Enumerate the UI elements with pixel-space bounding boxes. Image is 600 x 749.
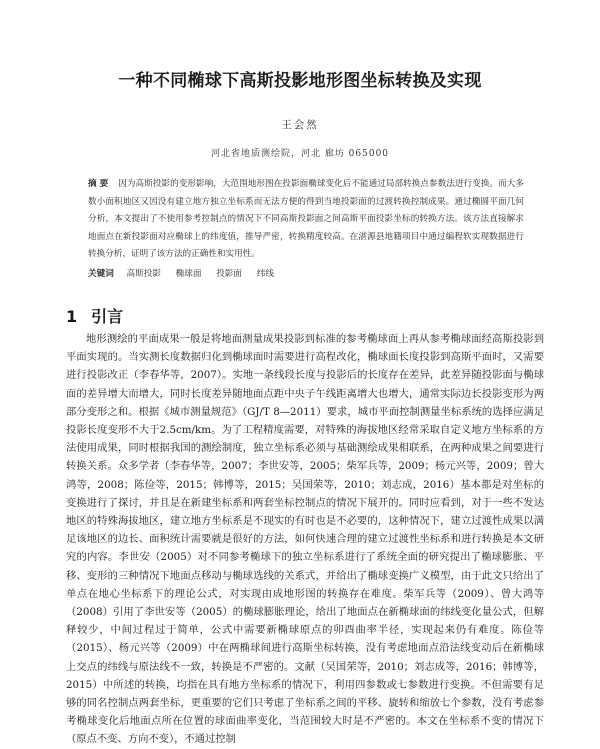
keyword-term: 椭球面	[175, 269, 202, 279]
abstract-text: 因为高斯投影的变形影响，大范围地形图在投影面椭球变化后不能通过局部转换点参数法进行变换。而大多数小面积地区又因没有建立地方独立坐标系而无法方便的得到当地投影面的过渡转换控制成果。通过椭圆平面几何分析，本文提出了不使用参考控制点的情况下不同高斯投影面之间高斯平面投影坐标的转换方法。该方法直接解求地面点在新投影面对应椭球上的纬度值，推导严密，转换精度较高。在湛源县地籍项目中通过编程软实现数据进行转换分析，证明了该方法的正确性和实用性。	[88, 179, 524, 260]
abstract	[88, 176, 524, 264]
keyword-term: 纬线	[256, 269, 274, 279]
body-paragraph: 地形测绘的平面成果一般是将地面测量成果投影到标准的参考椭球面上再从参考椭球面经高斯投影到平面实现的。当实测长度数据归化到椭球面时需要进行高程改化，椭球面长度投影到高斯平面时，又需要进行投影改正（李春华等，2007）。实地一条线段长度与投影后的长度存在差异，此差异随投影面与椭球面的差异增大而增大，同时长度差异随地面点距中央子午线距离增大也增大，通常实际边长投影变形为两部分变形之和。根据《城市测量规范》（GJ/T 8—2011）要求，城市平面控制测量坐标系统的选择应满足投影长度变形不大于2.5cm/km。为了工程精度需要，对特殊的海拔地区经常采取自定义地方坐标系的方法使用成果，同时根据我国的测绘制度，独立坐标系必须与基础测绘成果相联系，在两种成果之间要进行转换关系。众多学者（李春华等，2007；李世安等，2005；柴军兵等，2009；杨元兴等，2009；曾大鸿等，2008；陈俭等，2015；韩博等，2015；吴国荣等，2010；刘志成，2016）基本都是对坐标的变换进行了探讨，并且是在新建坐标系和两套坐标控制点的情况下展开的。同时应看到，对于一些不发达地区的特殊海拔地区，建立地方坐标系是不现实的有时也是不必要的，这种情况下，建立过渡性成果以满足该地区的边长、面积统计需要就是很好的方法，如何快速合理的建立过渡性坐标系和进行转换是本文研究的内容。李世安（2005）对不同参考椭球下的独立坐标系进行了系统全面的研究提出了椭球膨胀、平移、变形的三种情况下地面点移动与椭球选线的关系式，并给出了椭球变换广义模型，由于此文只给出了单点在地心坐标系下的理论公式，对实现由成地形图的转换存在难度。柴军兵等（2009）、曾大鸿等（2008）引用了李世安等（2005）的椭球膨胀理论，给出了地面点在新椭球面的纬线变化量公式，但解释较少，中间过程过于简单，公式中需要新椭球原点的卯酉曲率半径，实现起来仍有难度。陈俭等（2015）、杨元兴等（2009）中在两椭球间进行高斯坐标转换，没有考虑地面点沿法线变动后在新椭球上交点的纬线与原法线不一致，转换是不严密的。文献（吴国荣等，2010；刘志成等，2016；韩博等，2015）中所述的转换，均指在具有地方坐标系的情况下，利用四参数或七参数进行变换。不但需要有足够的同名控制点两套坐标，更重要的它们只考虑了坐标系之间的平移、旋转和缩放七个参数，没有考虑参考椭球变化后地面点所在位置的球面曲率变化，当范围较大时是不严密的。本文在坐标系不变的情况下（原点不变、方向不变），不通过控制	[66, 333, 544, 746]
keyword-term: 投影面	[216, 269, 242, 279]
section-heading	[66, 304, 123, 327]
author-affiliation: 河北省地质测绘院，河北 廊坊 065000	[210, 149, 390, 159]
section-number: 1	[66, 307, 78, 326]
section-title: 引言	[91, 307, 124, 326]
author-name: 王会然	[281, 119, 319, 131]
keyword-term: 高斯投影	[126, 269, 161, 279]
keywords	[88, 266, 524, 284]
paper-title: 一种不同椭球下高斯投影地形图坐标转换及实现	[118, 71, 482, 91]
keywords-label: 关键词	[88, 269, 114, 279]
abstract-label: 摘 要	[88, 179, 109, 189]
